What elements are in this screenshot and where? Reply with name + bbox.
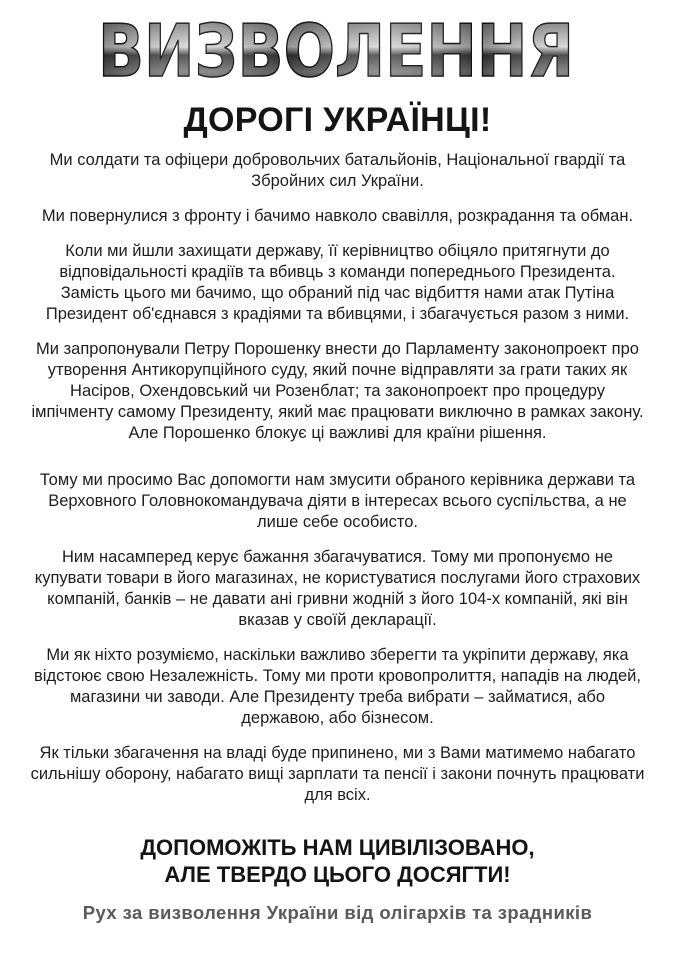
masthead-text-overlay: ВИЗВОЛЕННЯ (98, 14, 574, 86)
paragraph: Коли ми йшли захищати державу, її керівництво обіцяло притягнути до відповідальності крадіїв та вбивць з команди попереднього Президента. Замість цього ми бачимо, що обраний під час відбиття нами атак Путіна Президент об'єднався з крадіями та вбивцями, і збагачується разом з ними. (45, 242, 630, 323)
masthead-title (96, 14, 576, 86)
body-text (28, 150, 647, 820)
paragraph: Ми запропонували Петру Порошенку внести до Парламенту законопроект про утворення Антикорупційного суду, який почне відправляти за грати таких як Насіров, Охендовський чи Розенблат; та законопроект про процедуру імпічменту самому Президенту, який має працювати виключно в рамках закону. Але Порошенко блокує ці важливі для країни рішення. (31, 340, 644, 442)
appeal-line-1: ДОПОМОЖІТЬ НАМ ЦИВІЛІЗОВАНО, (140, 835, 535, 860)
masthead-logo (96, 14, 576, 86)
greeting-heading: ДОРОГІ УКРАЇНЦІ! (183, 101, 492, 139)
paragraph: Тому ми просимо Вас допомогти нам змусити обраного керівника держави та Верховного Головнокомандувача діяти в інтересах всього суспільства, а не лише себе особисто. (39, 471, 636, 531)
appeal-heading (0, 834, 675, 888)
signature: Рух за визволення України від олігархів та зрадників (82, 902, 593, 923)
paragraph: Ним насамперед керує бажання збагачуватися. Тому ми пропонуємо не купувати товари в його магазинах, не користуватися послугами його страхових компаній, банків – не давати ані гривни жодній з його 104-х компаній, які він вказав у своїй декларації. (34, 548, 641, 629)
paragraph: Ми як ніхто розуміємо, наскільки важливо зберегти та укріпити державу, яка відстоює свою Незалежність. Тому ми проти кровопролиття, нападів на людей, магазини чи заводи. Але Президенту треба вибрати – займатися, або державою, або бізнесом. (34, 646, 641, 727)
paragraph: Як тільки збагачення на владі буде припинено, ми з Вами матимемо набагато сильнішу оборону, набагато вищі зарплати та пенсії і закони почнуть працювати для всіх. (30, 744, 645, 804)
appeal-line-2: АЛЕ ТВЕРДО ЦЬОГО ДОСЯГТИ! (164, 862, 511, 887)
paragraph: Ми повернулися з фронту і бачимо навколо свавілля, розкрадання та обман. (41, 207, 634, 225)
paragraph: Ми солдати та офіцери добровольчих батальйонів, Національної гвардії та Збройних сил України. (49, 151, 626, 190)
masthead-text: ВИЗВОЛЕННЯ (98, 14, 574, 86)
